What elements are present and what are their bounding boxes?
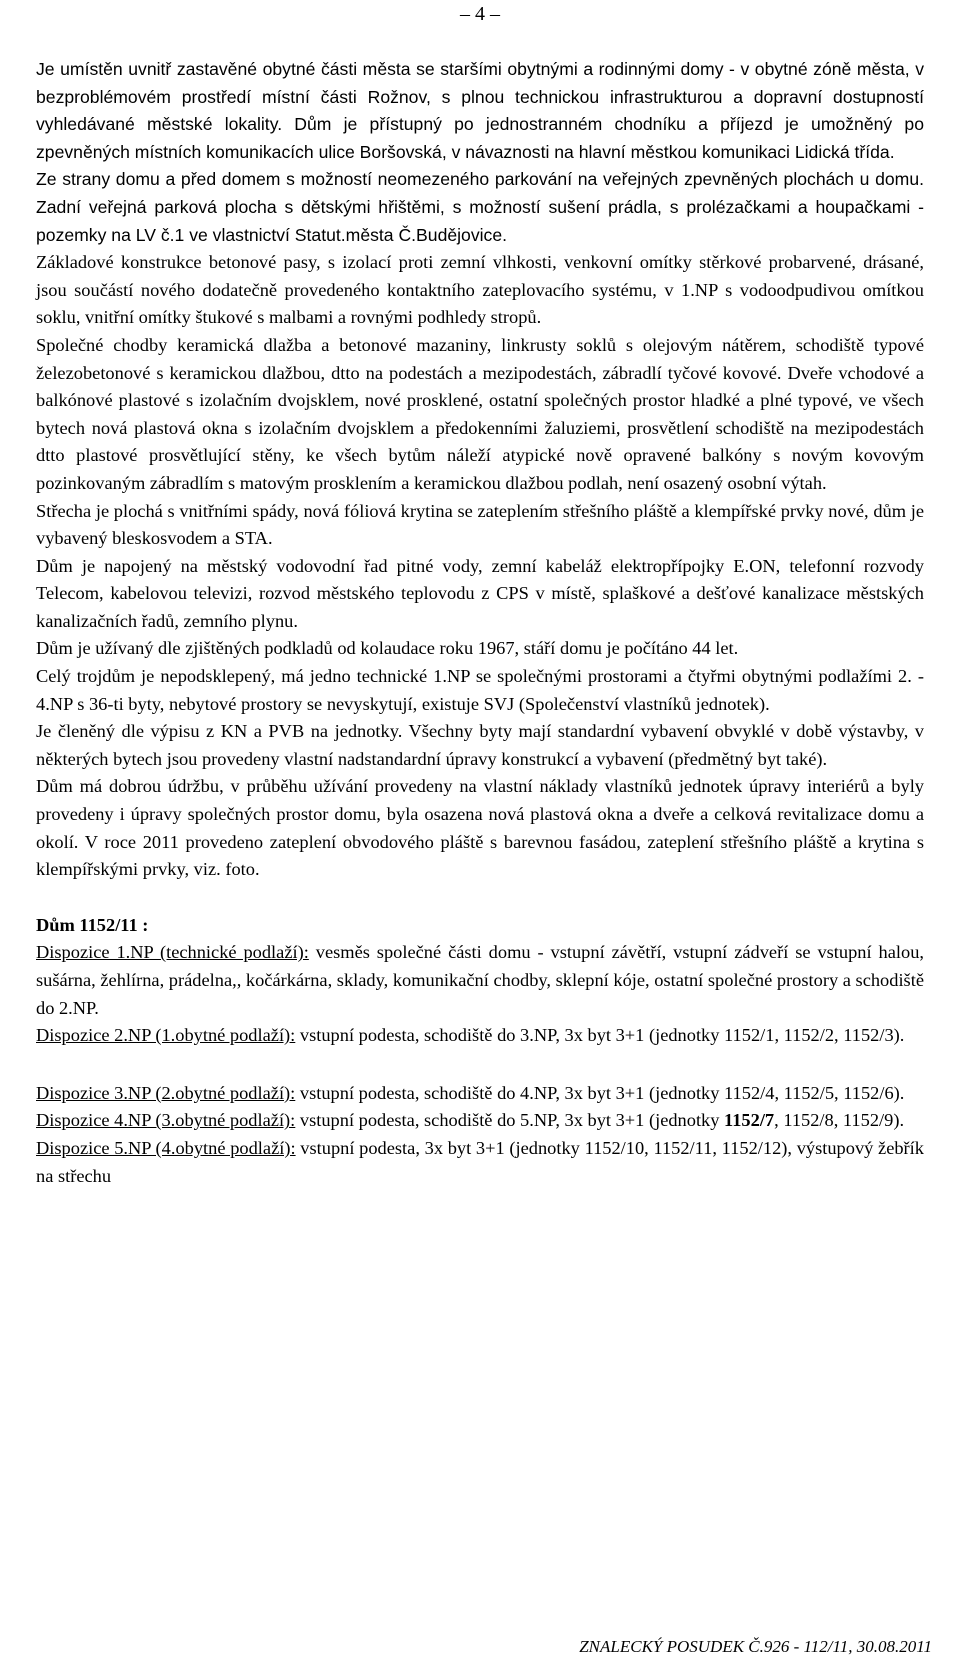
paragraph-units: Je členěný dle výpisu z KN a PVB na jednotky. Všechny byty mají standardní vybavení obvyklé v době výstavby, v některých bytech jsou provedeny vlastní nadstandardní úpravy konstrukcí a vybavení (předmětný byt také).	[36, 721, 924, 769]
disposition-1np-label: Dispozice 1.NP (technické podlaží):	[36, 942, 309, 963]
disposition-3np-text: vstupní podesta, schodiště do 4.NP, 3x byt 3+1 (jednotky 1152/4, 1152/5, 1152/6).	[295, 1082, 905, 1103]
disposition-3np	[36, 1080, 924, 1108]
disposition-5np-label: Dispozice 5.NP (4.obytné podlaží):	[36, 1137, 296, 1158]
disposition-5np	[36, 1135, 924, 1190]
page-number: – 4 –	[460, 3, 500, 25]
paragraph-maintenance: Dům má dobrou údržbu, v průběhu užívání provedeny na vlastní náklady vlastníků jednotek úpravy interiérů a byly provedeny i úpravy společných prostor domu, byla osazena nová plastová okna a dveře a celková revitalizace domu a okolí. V roce 2011 provedeno zateplení obvodového pláště s barevnou fasádou, zateplení střešního pláště a krytina s klempířskými prvky, viz. foto.	[36, 776, 924, 880]
disposition-2np-label: Dispozice 2.NP (1.obytné podlaží):	[36, 1025, 296, 1046]
paragraph-construction: Základové konstrukce betonové pasy, s izolací proti zemní vlhkosti, venkovní omítky stěrkové probarvené, drásané, jsou součástí nového dodatečně provedeného kontaktního zateplovacího systému, v 1.NP s vodoodpudivou omítkou soklu, vnitřní omítky štukové s malbami a rovnými podhledy stropů.	[36, 252, 924, 328]
paragraph-utilities: Dům je napojený na městský vodovodní řad pitné vody, zemní kabeláž elektropřípojky E.ON, telefonní rozvody Telecom, kabelovou televizi, rozvod městského teplovodu z CPS v místě, splaškové a dešťové kanalizace městských kanalizačních řadů, zemního plynu.	[36, 555, 924, 631]
disposition-1np-text: vesměs společné části domu - vstupní závětří, vstupní zádveří se vstupní halou, sušárna, žehlírna, prádelna,, kočárkárna, sklady, komunikační chodby, sklepní kóje, ostatní společné prostory a schodiště do 2.NP.	[36, 942, 924, 1018]
text-parking: Ze strany domu a před domem s možností neomezeného parkování na veřejných zpevněných plochách u domu.	[36, 169, 924, 190]
disposition-3np-label: Dispozice 3.NP (2.obytné podlaží):	[36, 1082, 296, 1103]
paragraph-corridors: Společné chodby keramická dlažba a betonové mazaniny, linkrusty soklů s olejovým nátěrem, schodiště typové železobetonové s keramickou dlažbou, dtto na podestách a mezipodestách, zábradlí tyčové kovové. Dveře vchodové a balkónové plastové s izolačním dvojsklem, nové prosklené, ostatní společných prostor hladké a plné typové, ve všech bytech nová plastová okna s izolačním dvojsklem a předokenními žaluziemi, prosvětlení schodiště na mezipodestách dtto plastové prosvětlující stěny, ke všech bytům náleží atypické nově opravené balkóny s novým kovovým pozinkovaným zábradlím s matovým prosklením a keramickou dlažbou podlah, není osazený osobní výtah.	[36, 334, 924, 493]
disposition-4np-label: Dispozice 4.NP (3.obytné podlaží):	[36, 1110, 296, 1131]
text-park-area: Zadní veřejná parková plocha s dětskými hřištěmi, s možností sušení prádla, s prolézačkami a houpačkami - pozemky na LV č.1 ve vlastnictví Statut.města Č.Budějovice.	[36, 196, 924, 245]
document-body	[36, 56, 924, 1190]
disposition-4np-text-end: , 1152/8, 1152/9).	[774, 1110, 905, 1131]
text-location: Je umístěn uvnitř zastavěné obytné části města se staršími obytnými a rodinnými domy - v obytné zóně města, v bezproblémovém prostředí místní části Rožnov, s plnou technickou infrastrukturou a dopravní dostupností vyhledávané městské lokality.	[36, 59, 924, 135]
disposition-4np-text: vstupní podesta, schodiště do 5.NP, 3x byt 3+1 (jednotky	[295, 1110, 725, 1131]
disposition-4np-bold-unit: 1152/7	[724, 1110, 775, 1131]
paragraph-parking	[36, 166, 924, 249]
paragraph-roof: Střecha je plochá s vnitřními spády, nová fóliová krytina se zateplením střešního pláště a klempířské prvky nové, dům je vybavený bleskosvodem a STA.	[36, 500, 924, 549]
disposition-2np-text: vstupní podesta, schodiště do 3.NP, 3x byt 3+1 (jednotky 1152/1, 1152/2, 1152/3).	[295, 1025, 905, 1046]
disposition-1np	[36, 939, 924, 1022]
footer-report-id: ZNALECKÝ POSUDEK Č.926 - 112/11, 30.08.2011	[579, 1637, 932, 1656]
spacer	[36, 884, 924, 912]
house-heading: Dům 1152/11 :	[36, 914, 149, 935]
paragraph-location	[36, 56, 924, 166]
paragraph-layout: Celý trojdům je nepodsklepený, má jedno technické 1.NP se společnými prostorami a čtyřmi obytnými podlažími 2. - 4.NP s 36-ti byty, nebytové prostory se nevyskytují, existuje SVJ (Společenství vlastníků jednotek).	[36, 666, 924, 714]
disposition-4np	[36, 1107, 924, 1135]
spacer	[36, 1050, 924, 1080]
disposition-5np-text: vstupní podesta, 3x byt 3+1 (jednotky 1152/10, 1152/11, 1152/12), výstupový žebřík na střechu	[36, 1137, 924, 1186]
paragraph-age: Dům je užívaný dle zjištěných podkladů od kolaudace roku 1967, stáří domu je počítáno 44 let.	[36, 638, 739, 659]
text-access: Dům je přístupný po jednostranném chodníku a příjezd je umožněný po zpevněných místních komunikacích ulice Boršovská, v návaznosti na hlavní městkou komunikaci Lidická třída.	[36, 114, 924, 162]
disposition-2np	[36, 1022, 924, 1050]
